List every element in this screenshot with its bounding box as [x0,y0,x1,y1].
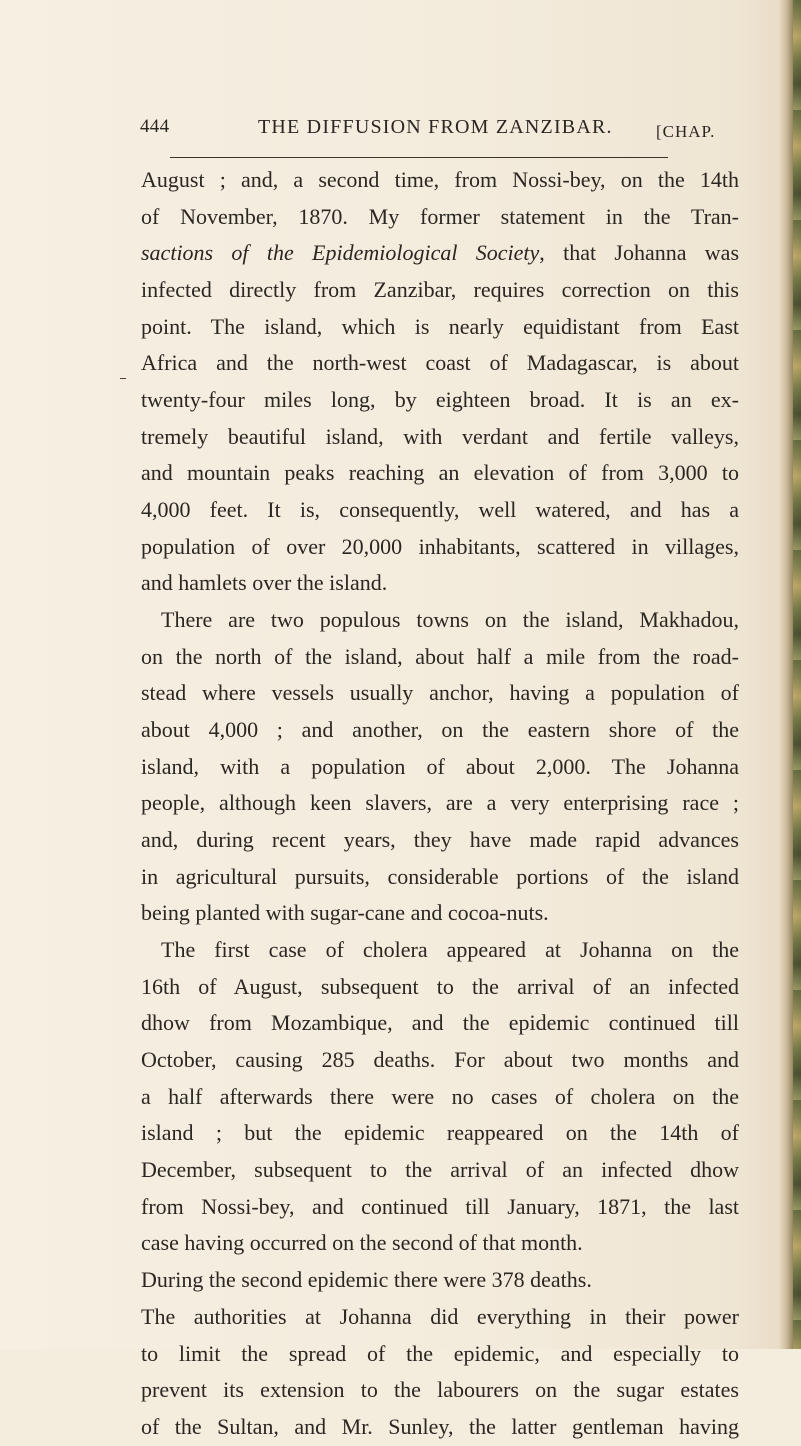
text-line: prevent its extension to the labourers on the sugar estates [141,1377,739,1403]
text-line: During the second epidemic there were 378 deaths. [141,1267,592,1293]
text-line: dhow from Mozambique, and the epidemic continued till [141,1010,739,1036]
text-line: a half afterwards there were no cases of cholera on the [141,1083,739,1109]
text-line: on the north of the island, about half a mile from the road- [141,643,739,669]
running-title: THE DIFFUSION FROM ZANZIBAR. [258,116,613,138]
book-binding-edge [793,0,801,1349]
text-line: sactions of the Epidemiological Society, that Johanna was [141,240,739,266]
text-line: from Nossi-bey, and continued till January, 1871, the last [141,1193,739,1219]
text-line: twenty-four miles long, by eighteen broad. It is an ex- [141,387,739,413]
text-line: 4,000 feet. It is, consequently, well watered, and has a [141,497,739,523]
text-line: about 4,000 ; and another, on the eastern shore of the [141,717,739,743]
text-line: stead where vessels usually anchor, having a population of [141,680,739,706]
body-text [141,162,739,1446]
header-rule [170,157,668,158]
text-line: 16th of August, subsequent to the arrival of an infected [141,973,739,999]
text-line: and, during recent years, they have made rapid advances [141,827,739,853]
journal-title-italic: sactions of the Epidemiological Society [141,240,540,266]
chapter-label: [CHAP. [656,122,716,141]
stray-mark [120,378,126,379]
text-line: The first case of cholera appeared at Johanna on the [161,937,739,963]
text-line: October, causing 285 deaths. For about two months and [141,1047,739,1073]
text-line: of November, 1870. My former statement in the Tran- [141,203,739,229]
text-line: people, although keen slavers, are a very enterprising race ; [141,790,739,816]
text-line: population of over 20,000 inhabitants, scattered in villages, [141,533,739,559]
text-line: and mountain peaks reaching an elevation of from 3,000 to [141,460,739,486]
text-line: to limit the spread of the epidemic, and especially to [141,1340,739,1366]
text-line: case having occurred on the second of that month. [141,1230,583,1256]
text-line: of the Sultan, and Mr. Sunley, the latter gentleman having [141,1413,739,1439]
text-line: Africa and the north-west coast of Madagascar, is about [141,350,739,376]
text-line: island, with a population of about 2,000. The Johanna [141,753,739,779]
text-line: in agricultural pursuits, considerable portions of the island [141,863,739,889]
text-line: The authorities at Johanna did everything in their power [141,1303,739,1329]
text-line: point. The island, which is nearly equidistant from East [141,313,739,339]
text-line: and hamlets over the island. [141,570,388,596]
text-line: tremely beautiful island, with verdant and fertile valleys, [141,423,739,449]
text-line: being planted with sugar-cane and cocoa-nuts. [141,900,549,926]
text-line: infected directly from Zanzibar, requires correction on this [141,277,739,303]
text-line: There are two populous towns on the island, Makhadou, [161,607,739,633]
text-line: August ; and, a second time, from Nossi-bey, on the 14th [141,167,739,192]
text-line: island ; but the epidemic reappeared on the 14th of [141,1120,739,1146]
page-number: 444 [140,116,170,137]
running-header [140,116,760,150]
text-line: December, subsequent to the arrival of an infected dhow [141,1157,739,1183]
